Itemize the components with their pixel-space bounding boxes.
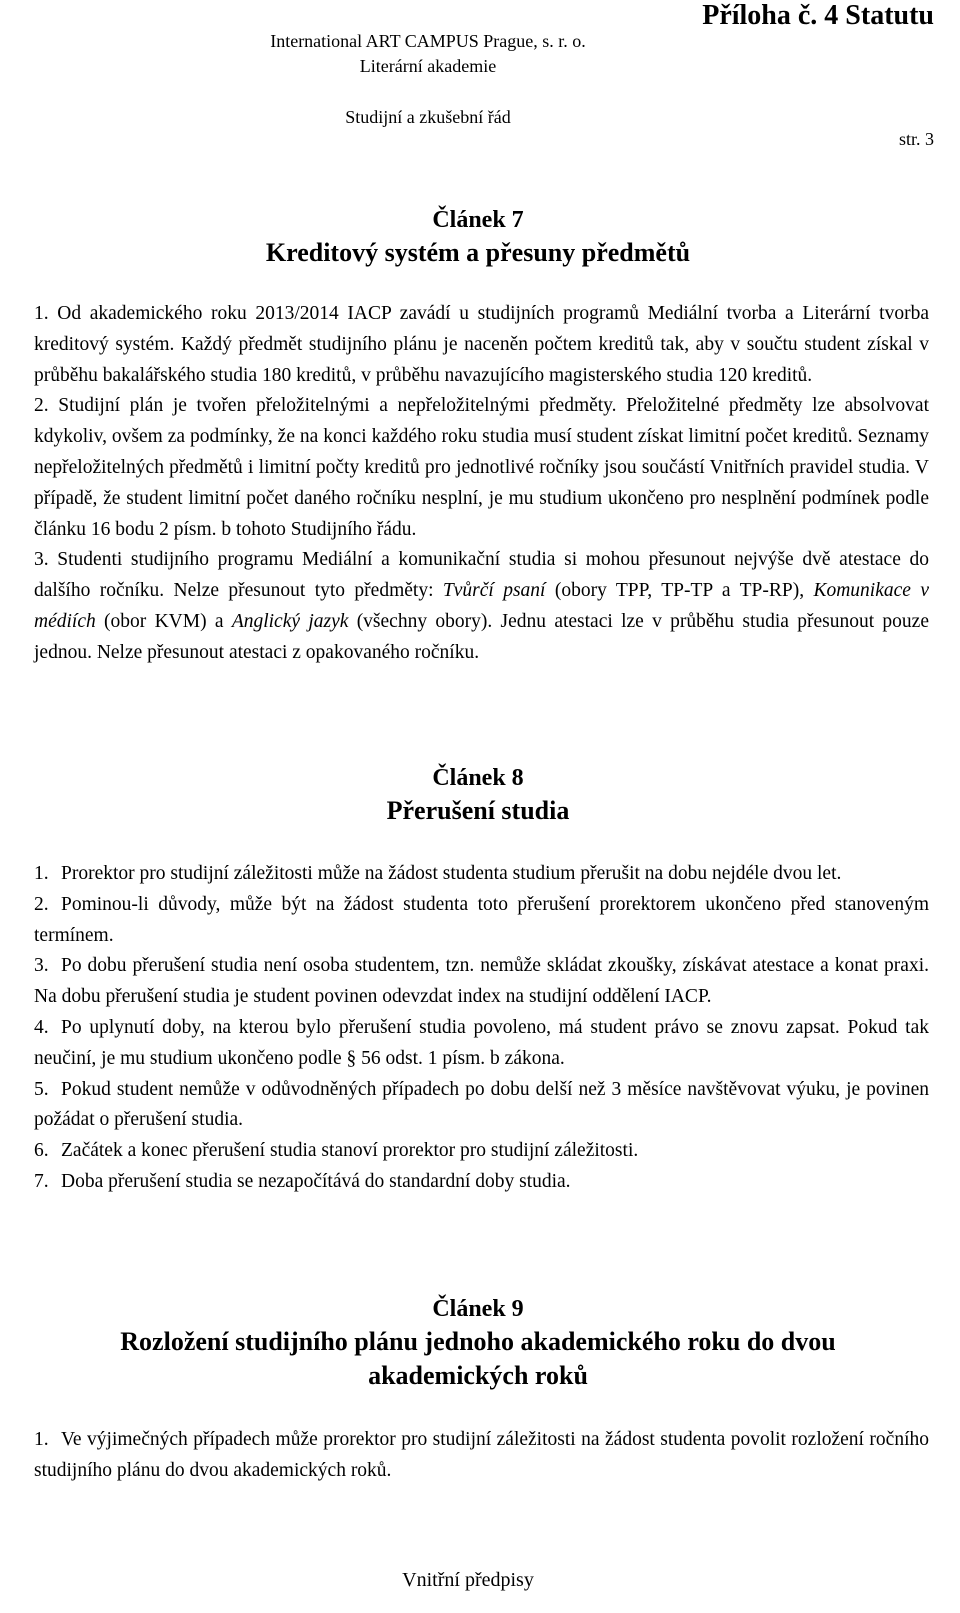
item-text: Po uplynutí doby, na kterou bylo přerušení studia povoleno, má student právo se znovu zapsat. Pokud tak neučiní, je mu studium ukončeno podle § 56 odst. 1 písm. b zákona. (34, 1016, 929, 1069)
article-9-title-line-1: Rozložení studijního plánu jednoho akademického roku do dvou (120, 1327, 836, 1356)
article-8-item-5 (34, 1075, 929, 1137)
header-annex: Příloha č. 4 Statutu (702, 0, 934, 31)
item-text: Pokud student nemůže v odůvodněných případech po dobu delší než 3 měsíce navštěvovat výuku, je povinen požádat o přerušení studia. (34, 1078, 929, 1131)
subject-name: Komunikace v médiích (34, 580, 929, 632)
item-text: Studenti studijního programu Mediální a komunikační studia si mohou přesunout nejvýše dvě atestace do dalšího ročníku. Nelze přesunout tyto předměty: (34, 549, 929, 602)
item-text: Pominou-li důvody, může být na žádost studenta toto přerušení prorektorem ukončeno před stanoveným termínem. (34, 893, 929, 946)
item-number: 1. (34, 303, 49, 324)
article-8-items (34, 859, 929, 1198)
article-8-item-3 (34, 951, 929, 1013)
article-7-items (34, 299, 929, 669)
item-text: (všechny obory). Jednu atestaci lze v průběhu studia přesunout pouze jednou. Nelze přesunout atestaci z opakovaného ročníku. (34, 610, 929, 663)
item-text: Začátek a konec přerušení studia stanoví prorektor pro studijní záležitosti. (61, 1140, 639, 1162)
item-number: 5. (34, 1078, 49, 1100)
item-number: 1. (34, 863, 49, 884)
article-7-item-1 (34, 299, 929, 391)
article-9-title-line-2: akademických roků (368, 1361, 588, 1390)
item-number: 1. (34, 1429, 49, 1450)
article-8-item-7 (34, 1167, 929, 1198)
item-text: Od akademického roku 2013/2014 IACP zavádí u studijních programů Mediální tvorba a Literární tvorba kreditový systém. Každý předmět studijního plánu je naceněn počtem kreditů tak, aby v součtu student získal v průběhu bakalářského studia 180 kreditů, v průběhu navazujícího magisterského studia 120 kreditů. (34, 303, 930, 386)
item-number: 7. (34, 1170, 49, 1192)
article-7-item-3 (34, 545, 929, 668)
article-9-number: Článek 9 (432, 1296, 524, 1322)
article-8-item-6 (34, 1136, 929, 1167)
item-number: 3. (34, 955, 49, 977)
page-number: str. 3 (898, 129, 934, 149)
article-8-title: Přerušení studia (386, 796, 570, 825)
item-number: 2. (34, 395, 49, 417)
item-text: Doba přerušení studia se nezapočítává do standardní doby studia. (61, 1170, 571, 1192)
footer: Vnitřní předpisy (402, 1569, 534, 1591)
article-8-number: Článek 8 (432, 765, 524, 791)
item-number: 3. (34, 549, 49, 571)
item-text: Studijní plán je tvořen přeložitelnými a nepřeložitelnými předměty. Přeložitelné předměty lze absolvovat kdykoliv, ovšem za podmínky, že na konci každého roku studia musí student získat limitní počet kreditů. Seznamy nepřeložitelných předmětů i limitní počty kreditů pro jednotlivé ročníky jsou součástí Vnitřních pravidel studia. V případě, že student limitní počet daného ročníku nesplní, je mu studium ukončeno pro nesplnění podmínek podle článku 16 bodu 2 písm. b tohoto Studijního řádu. (34, 395, 929, 540)
item-text: Ve výjimečných případech může prorektor pro studijní záležitosti na žádost studenta povolit rozložení ročního studijního plánu do dvou akademických roků. (34, 1429, 929, 1481)
item-number: 4. (34, 1016, 49, 1038)
item-text: Prorektor pro studijní záležitosti může na žádost studenta studium přerušit na dobu nejdéle dvou let. (61, 863, 842, 884)
article-7-item-2 (34, 391, 929, 545)
item-number: 2. (34, 893, 49, 915)
item-text: Po dobu přerušení studia není osoba studentem, tzn. nemůže skládat zkoušky, získávat atestace a konat praxi. Na dobu přerušení studia je student povinen odevzdat index na studijní oddělení IACP. (34, 955, 929, 1008)
article-8-item-4 (34, 1013, 929, 1075)
subject-name: Tvůrčí psaní (442, 580, 546, 602)
header-regulation: Studijní a zkušební řád (345, 107, 511, 127)
subject-name: Anglický jazyk (231, 610, 349, 632)
article-7-title: Kreditový systém a přesuny předmětů (265, 238, 691, 267)
header-academy: Literární akademie (359, 56, 497, 76)
article-8-item-2 (34, 890, 929, 952)
item-text: (obory TPP, TP-TP a TP-RP), (545, 580, 814, 602)
item-text: (obor KVM) a (95, 610, 232, 632)
article-7-number: Článek 7 (432, 207, 524, 233)
article-9-items (34, 1425, 929, 1487)
article-8-item-1 (34, 859, 929, 890)
article-9-item-1 (34, 1425, 929, 1487)
header-institution: International ART CAMPUS Prague, s. r. o. (270, 31, 586, 51)
item-number: 6. (34, 1140, 49, 1162)
